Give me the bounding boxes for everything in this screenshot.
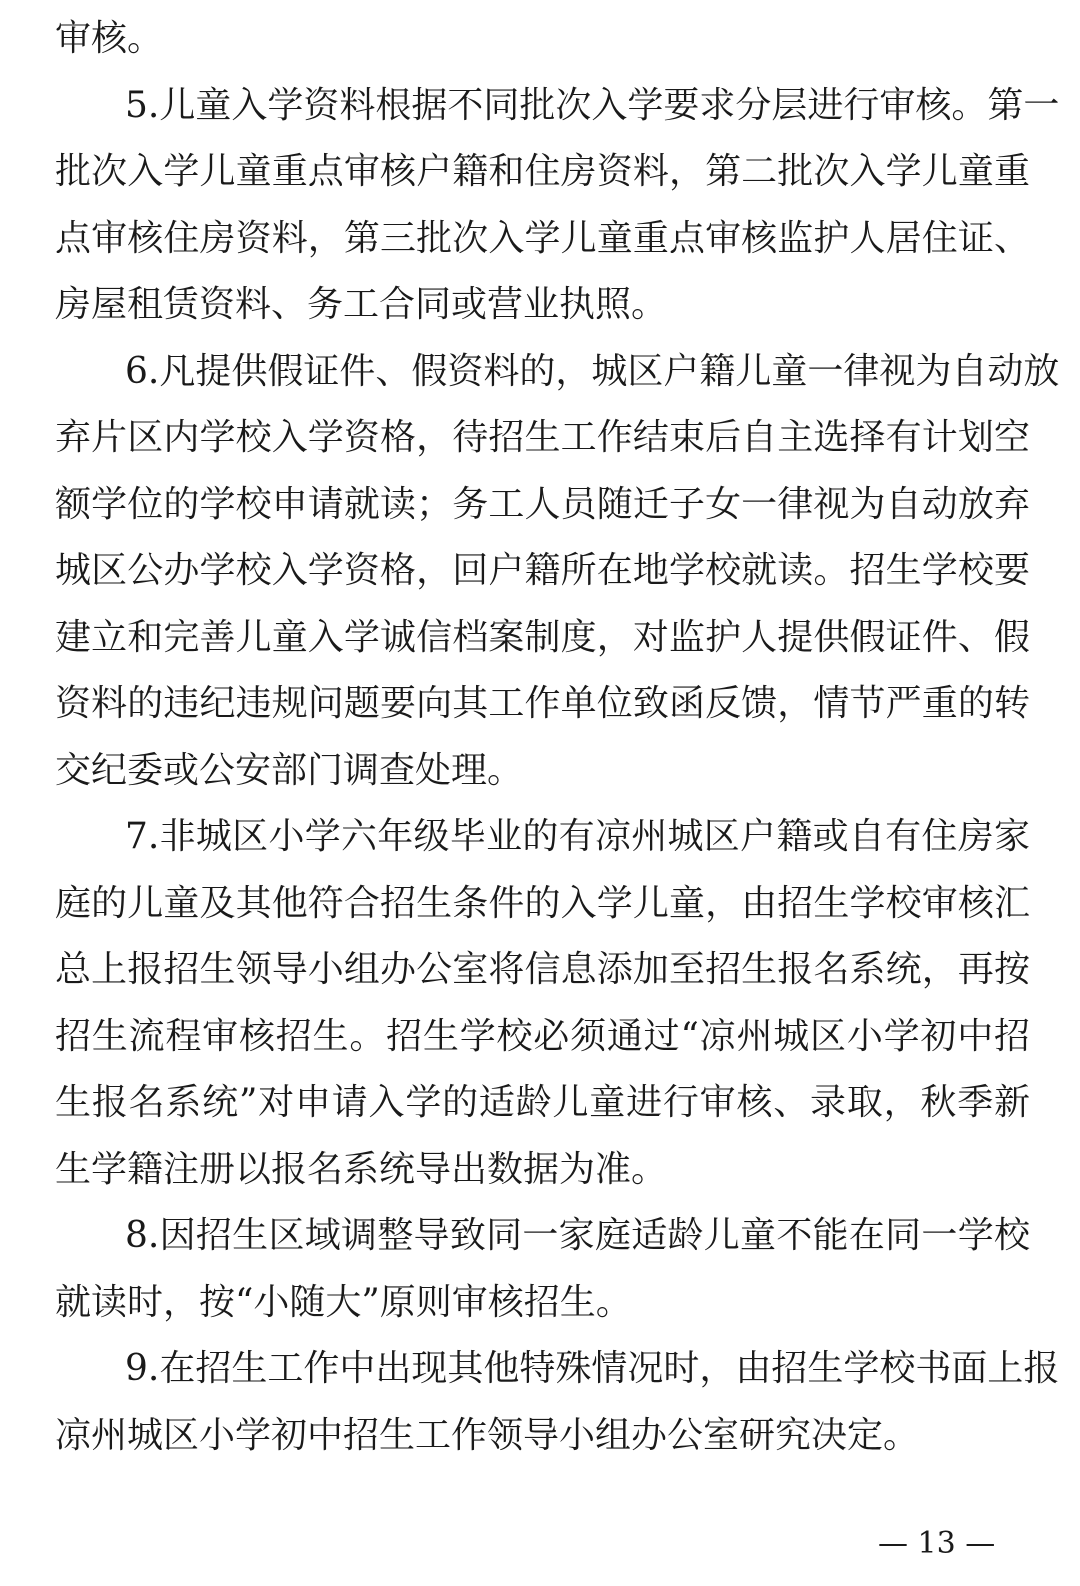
text-line: 城区公办学校入学资格，回户籍所在地学校就读。招生学校要: [55, 550, 1030, 591]
text-line: 招生流程审核招生。招生学校必须通过“凉州城区小学初中招: [55, 1015, 1030, 1057]
text-line: 总上报招生领导小组办公室将信息添加至招生报名系统，再按: [55, 949, 1030, 990]
text-line: 7.非城区小学六年级毕业的有凉州城区户籍或自有住房家: [125, 816, 1030, 857]
text-line: 庭的儿童及其他符合招生条件的入学儿童，由招生学校审核汇: [55, 882, 1030, 924]
text-line: 生报名系统”对申请入学的适龄儿童进行审核、录取，秋季新: [55, 1082, 1030, 1123]
text-line: 5.儿童入学资料根据不同批次入学要求分层进行审核。第一: [125, 84, 1060, 126]
page-number: — 13 —: [878, 1526, 996, 1561]
text-line: 额学位的学校申请就读；务工人员随迁子女一律视为自动放弃: [55, 483, 1030, 525]
text-line: 点审核住房资料，第三批次入学儿童重点审核监护人居住证、: [55, 217, 1030, 259]
document-body: [55, 6, 1060, 1469]
text-line: 批次入学儿童重点审核户籍和住房资料，第二批次入学儿童重: [55, 151, 1030, 192]
text-line: 建立和完善儿童入学诚信档案制度，对监护人提供假证件、假: [55, 616, 1030, 658]
text-line: 审核。: [55, 18, 164, 59]
text-line: 6.凡提供假证件、假资料的，城区户籍儿童一律视为自动放: [125, 350, 1060, 392]
text-line: 弃片区内学校入学资格，待招生工作结束后自主选择有计划空: [55, 417, 1030, 458]
text-line: 生学籍注册以报名系统导出数据为准。: [55, 1148, 668, 1190]
text-line: 凉州城区小学初中招生工作领导小组办公室研究决定。: [55, 1414, 920, 1456]
text-line: 房屋租赁资料、务工合同或营业执照。: [55, 284, 668, 325]
text-line: 8.因招生区域调整导致同一家庭适龄儿童不能在同一学校: [125, 1215, 1030, 1256]
text-line: 9.在招生工作中出现其他特殊情况时，由招生学校书面上报: [125, 1348, 1060, 1389]
text-line: 就读时，按“小随大”原则审核招生。: [55, 1281, 632, 1323]
text-line: 交纪委或公安部门调查处理。: [55, 749, 524, 791]
text-line: 资料的违纪违规问题要向其工作单位致函反馈，情节严重的转: [55, 683, 1030, 724]
